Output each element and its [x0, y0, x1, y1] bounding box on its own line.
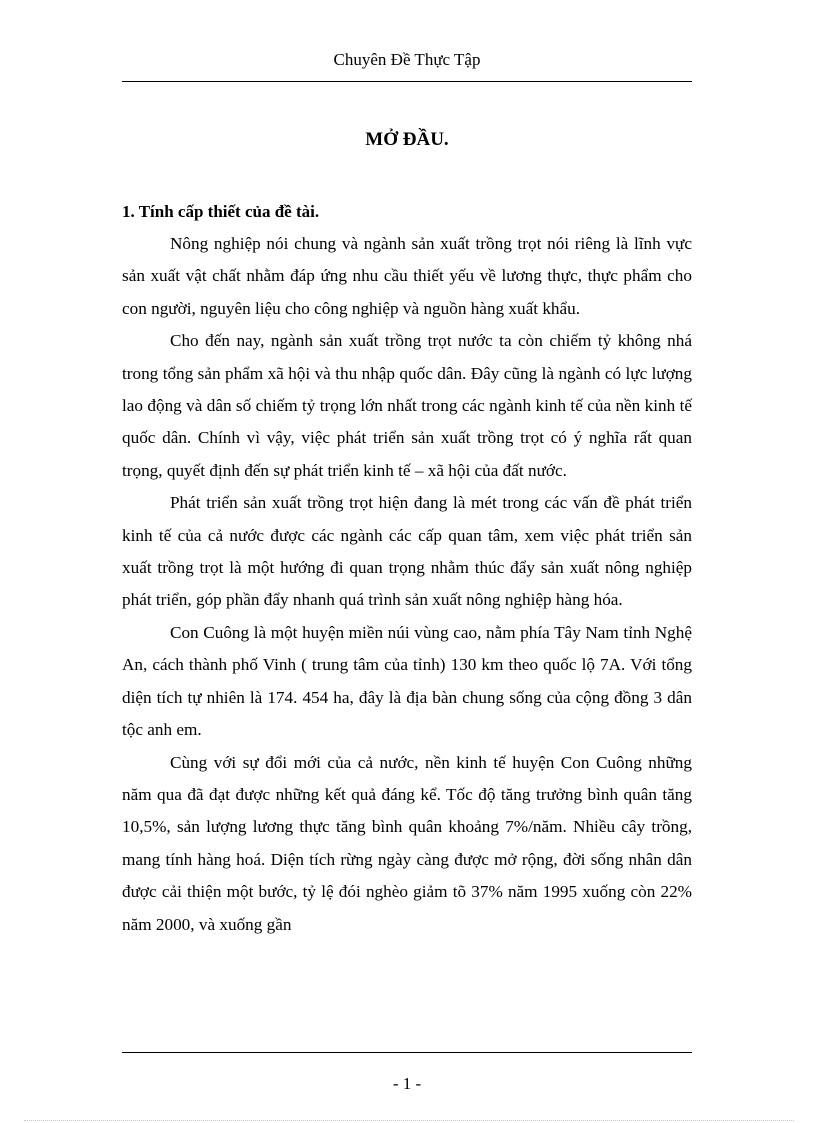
paragraph: Cho đến nay, ngành sản xuất trồng trọt nước ta còn chiếm tỷ không nhá trong tổng sản phẩm xã hội và thu nhập quốc dân. Đây cũng là ngành có lực lượng lao động và dân số chiếm tỷ trọng lớn nhất trong các ngành kinh tế của nền kinh tế quốc dân. Chính vì vậy, việc phát triển sản xuất trồng trọt có ý nghĩa rất quan trọng, quyết định đến sự phát triển kinh tế – xã hội của đất nước.	[122, 331, 692, 480]
paragraph: Cùng với sự đổi mới của cả nước, nền kinh tế huyện Con Cuông những năm qua đã đạt được những kết quả đáng kể. Tốc độ tăng trưởng bình quân tăng 10,5%, sản lượng lương thực tăng bình quân khoảng 7%/năm. Nhiều cây trồng, mang tính hàng hoá. Diện tích rừng ngày càng được mở rộng, đời sống nhân dân được cải thiện một bước, tỷ lệ đói nghèo giảm tõ 37% năm 1995 xuống còn 22% năm 2000, và xuống gần	[122, 752, 692, 934]
paragraph: Nông nghiệp nói chung và ngành sản xuất trồng trọt nói riêng là lĩnh vực sản xuất vật chất nhằm đáp ứng nhu cầu thiết yếu về lương thực, thực phẩm cho con người, nguyên liệu cho công nghiệp và nguồn hàng xuất khẩu.	[122, 234, 692, 318]
paragraph: Con Cuông là một huyện miền núi vùng cao, nằm phía Tây Nam tỉnh Nghệ An, cách thành phố Vinh ( trung tâm của tỉnh) 130 km theo quốc lộ 7A. Với tổng diện tích tự nhiên là 174. 454 ha, đây là địa bàn chung sống của cộng đồng 3 dân tộc anh em.	[122, 622, 692, 740]
paragraph: Phát triển sản xuất trồng trọt hiện đang là mét trong các vấn đề phát triển kinh tế của cả nước được các ngành các cấp quan tâm, xem việc phát triển sản xuất trồng trọt là một hướng đi quan trọng nhằm thúc đẩy sản xuất nông nghiệp phát triển, góp phần đẩy nhanh quá trình sản xuất nông nghiệp hàng hóa.	[122, 493, 692, 610]
chapter-title: MỞ ĐẦU.	[365, 129, 449, 150]
page-number: - 1 -	[392, 1074, 422, 1093]
page-edge-divider	[24, 1120, 794, 1121]
running-header: Chuyên Đề Thực Tập	[333, 50, 481, 69]
header-rule	[122, 81, 692, 82]
footer-rule	[122, 1052, 692, 1053]
body-text	[122, 228, 692, 941]
section-heading: 1. Tính cấp thiết của đề tài.	[122, 202, 320, 221]
